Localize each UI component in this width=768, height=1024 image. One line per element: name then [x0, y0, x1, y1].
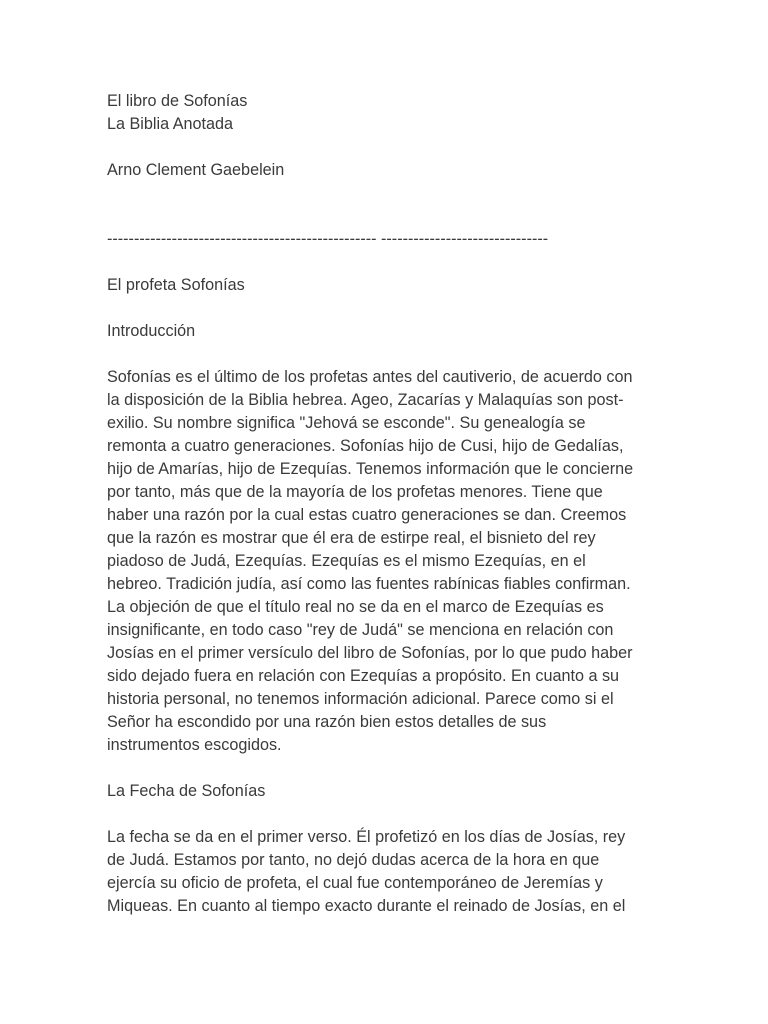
book-title: El libro de Sofonías [107, 92, 248, 110]
intro-paragraph [107, 366, 667, 757]
paragraph-line: exilio. Su nombre significa "Jehová se esconde". Su genealogía se [107, 414, 586, 432]
paragraph-line: La fecha se da en el primer verso. Él profetizó en los días de Josías, rey [107, 828, 626, 846]
paragraph-line: Sofonías es el último de los profetas antes del cautiverio, de acuerdo con [107, 368, 633, 386]
date-heading: La Fecha de Sofonías [107, 782, 266, 800]
separator-line: -------------------------------------------------- ------------------------------- [107, 230, 549, 248]
paragraph-line: Josías en el primer versículo del libro de Sofonías, por lo que pudo haber [107, 644, 633, 662]
paragraph-line: instrumentos escogidos. [107, 736, 282, 754]
paragraph-line: piadoso de Judá, Ezequías. Ezequías es el mismo Ezequías, en el [107, 552, 586, 570]
paragraph-line: sido dejado fuera en relación con Ezequías a propósito. En cuanto a su [107, 667, 620, 685]
paragraph-line: la disposición de la Biblia hebrea. Ageo, Zacarías y Malaquías son post- [107, 391, 624, 409]
section-title: El profeta Sofonías [107, 276, 245, 294]
paragraph-line: remonta a cuatro generaciones. Sofonías hijo de Cusi, hijo de Gedalías, [107, 437, 624, 455]
date-paragraph [107, 826, 667, 918]
paragraph-line: por tanto, más que de la mayoría de los profetas menores. Tiene que [107, 483, 603, 501]
paragraph-line: hijo de Amarías, hijo de Ezequías. Tenemos información que le concierne [107, 460, 634, 478]
paragraph-line: que la razón es mostrar que él era de estirpe real, el bisnieto del rey [107, 529, 596, 547]
document-page [107, 90, 667, 918]
paragraph-line: haber una razón por la cual estas cuatro generaciones se dan. Creemos [107, 506, 627, 524]
paragraph-line: insignificante, en todo caso "rey de Judá" se menciona en relación con [107, 621, 614, 639]
paragraph-line: de Judá. Estamos por tanto, no dejó dudas acerca de la hora en que [107, 851, 600, 869]
author-name: Arno Clement Gaebelein [107, 161, 285, 179]
book-subtitle: La Biblia Anotada [107, 115, 234, 133]
intro-heading: Introducción [107, 322, 196, 340]
paragraph-line: hebreo. Tradición judía, así como las fuentes rabínicas fiables confirman. [107, 575, 631, 593]
paragraph-line: historia personal, no tenemos información adicional. Parece como si el [107, 690, 614, 708]
paragraph-line: Miqueas. En cuanto al tiempo exacto durante el reinado de Josías, en el [107, 897, 626, 915]
paragraph-line: ejercía su oficio de profeta, el cual fue contemporáneo de Jeremías y [107, 874, 603, 892]
paragraph-line: Señor ha escondido por una razón bien estos detalles de sus [107, 713, 547, 731]
paragraph-line: La objeción de que el título real no se da en el marco de Ezequías es [107, 598, 604, 616]
